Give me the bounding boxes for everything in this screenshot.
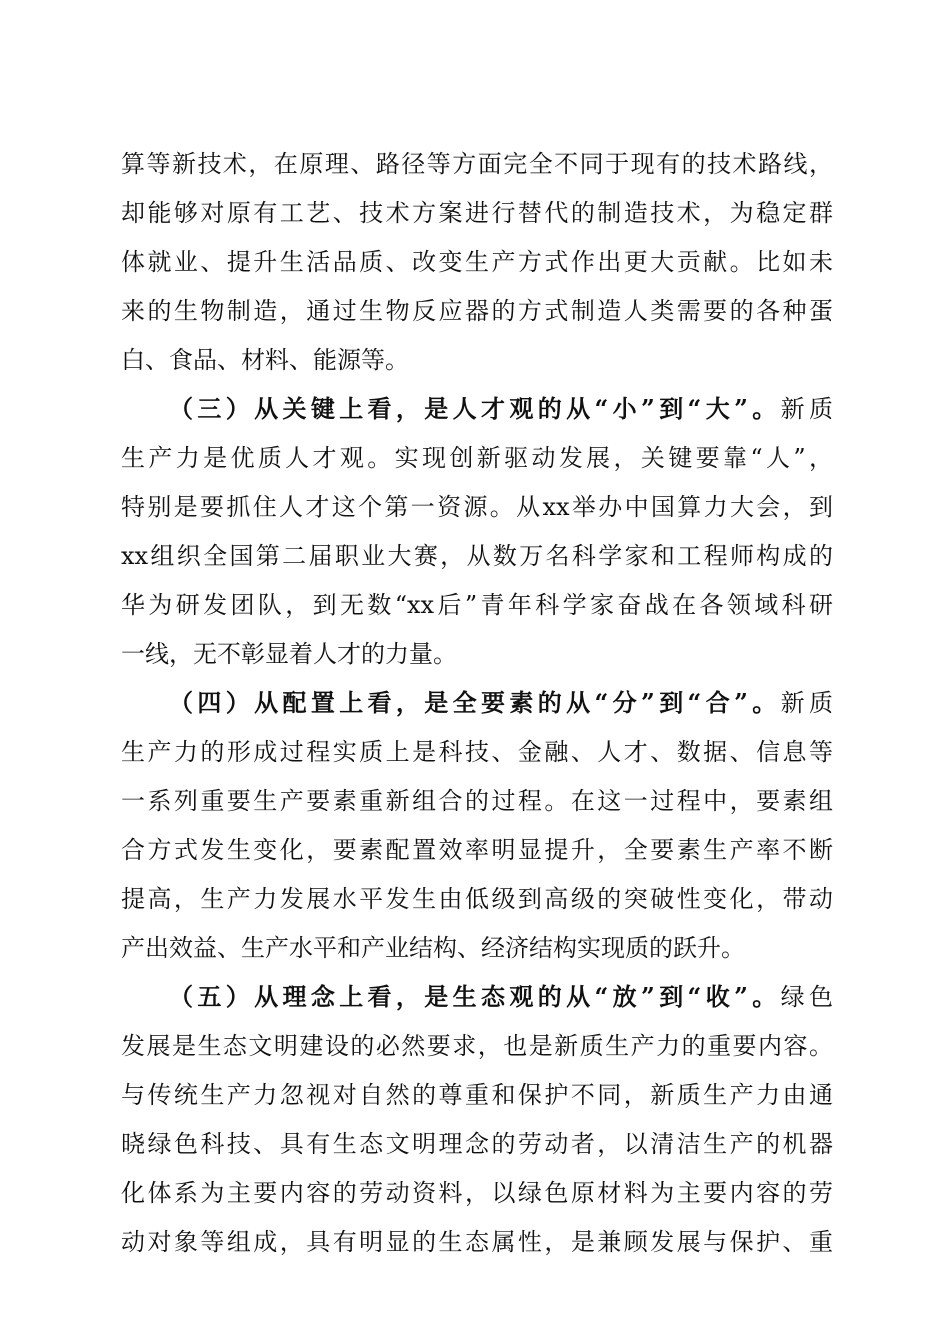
text-line: 一系列重要生产要素重新组合的过程。在这一过程中，要素组 xyxy=(121,787,833,815)
section-first-line xyxy=(169,393,833,425)
text-line: xx组织全国第二届职业大赛，从数万名科学家和工程师构成的 xyxy=(121,542,833,570)
text-fragment: 新质 xyxy=(780,689,834,717)
section-heading: （四）从配置上看，是全要素的从“分”到“合”。 xyxy=(169,688,781,717)
text-line: 华为研发团队，到无数“xx后”青年科学家奋战在各领域科研 xyxy=(121,591,833,619)
text-line: 提高，生产力发展水平发生由低级到高级的突破性变化，带动 xyxy=(121,885,833,913)
section-heading: （五）从理念上看，是生态观的从“放”到“收”。 xyxy=(169,982,781,1011)
text-line: 化体系为主要内容的劳动资料，以绿色原材料为主要内容的劳 xyxy=(121,1179,833,1207)
text-line: 来的生物制造，通过生物反应器的方式制造人类需要的各种蛋 xyxy=(121,297,833,325)
text-line: 动对象等组成，具有明显的生态属性，是兼顾发展与保护、重 xyxy=(121,1228,833,1256)
section-first-line xyxy=(169,981,833,1013)
text-line: 产出效益、生产水平和产业结构、经济结构实现质的跃升。 xyxy=(121,934,745,962)
text-line: 特别是要抓住人才这个第一资源。从xx举办中国算力大会，到 xyxy=(121,493,833,521)
text-line: 却能够对原有工艺、技术方案进行替代的制造技术，为稳定群 xyxy=(121,199,833,227)
text-line: 生产力是优质人才观。实现创新驱动发展，关键要靠“人”， xyxy=(121,444,833,472)
section-heading: （三）从关键上看，是人才观的从“小”到“大”。 xyxy=(169,394,781,423)
text-line: 白、食品、材料、能源等。 xyxy=(121,346,409,374)
text-line: 体就业、提升生活品质、改变生产方式作出更大贡献。比如未 xyxy=(121,248,833,276)
text-line: 发展是生态文明建设的必然要求，也是新质生产力的重要内容。 xyxy=(121,1032,833,1060)
text-line: 晓绿色科技、具有生态文明理念的劳动者，以清洁生产的机器 xyxy=(121,1130,833,1158)
text-line: 算等新技术，在原理、路径等方面完全不同于现有的技术路线， xyxy=(121,150,833,178)
text-line: 生产力的形成过程实质上是科技、金融、人才、数据、信息等 xyxy=(121,738,833,766)
text-fragment: 绿色 xyxy=(780,983,834,1011)
text-line: 合方式发生变化，要素配置效率明显提升，全要素生产率不断 xyxy=(121,836,833,864)
text-line: 一线，无不彰显着人才的力量。 xyxy=(121,640,457,668)
text-fragment: 新质 xyxy=(780,395,834,423)
section-first-line xyxy=(169,687,833,719)
text-line: 与传统生产力忽视对自然的尊重和保护不同，新质生产力由通 xyxy=(121,1081,833,1109)
